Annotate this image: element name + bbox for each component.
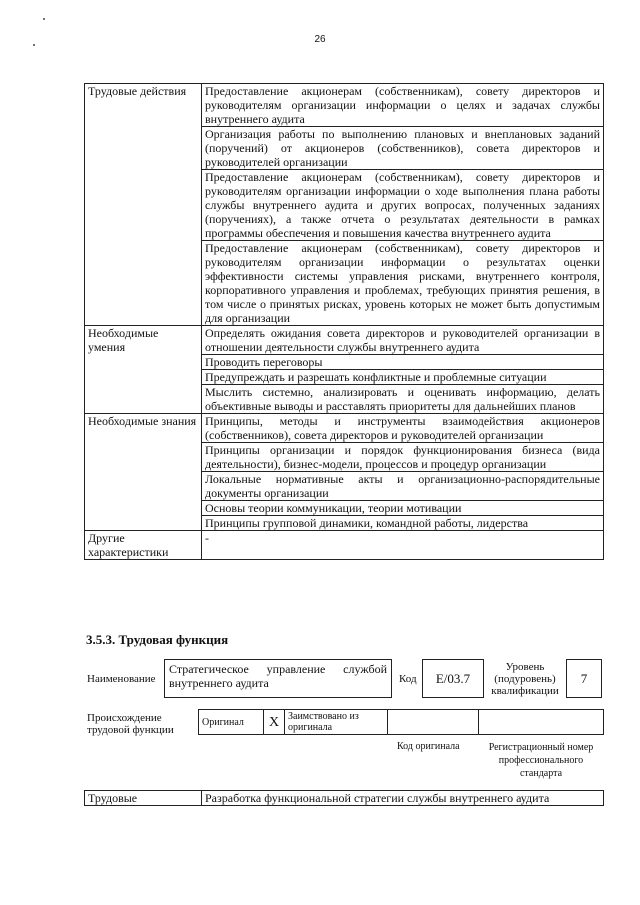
function-name-box [164,659,392,698]
original-label: Оригинал [202,716,244,728]
level-value: 7 [580,670,588,686]
reg-number-label: Регистрационный номер профессионального стандарта [488,742,594,779]
bottom-text: Разработка функциональной стратегии службы внутреннего аудита [205,791,550,805]
table-cell: Принципы организации и порядок функционирования бизнеса (вида деятельности), бизнес-модели, процессов и процедур организации [202,443,604,472]
table-cell: Предоставление акционерам (собственникам), совету директоров и руководителям организации информации о ходе выполнения плана работы службы внутреннего аудита и других вопросах, полученных заданиях (поручениях), а также отчета о результатах деятельности в рамках программы обеспечения и повышения качества внутреннего аудита [202,170,604,241]
section-title: 3.5.3. Трудовая функция [86,632,229,647]
borrowed-cell [285,710,388,735]
code-box [422,659,484,698]
code-label: Код [399,673,417,685]
row-label: Трудовые действия [85,84,202,326]
table-cell: Проводить переговоры [202,355,604,370]
origin-table [198,709,604,735]
table-cell: Основы теории коммуникации, теории мотивации [202,501,604,516]
original-cell [199,710,264,735]
name-label: Наименование [87,673,156,685]
table-cell: Организация работы по выполнению плановых и внеплановых заданий (поручений) от акционеров (собственников), совета директоров и руководителей организации [202,127,604,170]
scan-speck [43,18,45,20]
table-row [85,84,604,127]
table-cell: Предоставление акционерам (собственникам), совету директоров и руководителям организации информации о целях и задачах службы внутреннего аудита [202,84,604,127]
table-row [85,414,604,443]
page-number: 26 [314,34,326,45]
table-cell: - [202,531,604,560]
reg-number-cell [479,710,604,735]
level-box [566,659,602,698]
bottom-cell [202,791,604,806]
row-label: Другие характеристики [85,531,202,560]
competency-table [84,83,604,560]
level-label: Уровень (подуровень) квалификации [491,661,559,697]
original-mark-cell [264,710,285,735]
table-cell: Принципы, методы и инструменты взаимодействия акционеров (собственников), совета директоров и руководителей организации [202,414,604,443]
code-value: E/03.7 [435,670,471,686]
bottom-table [84,790,604,806]
table-cell: Мыслить системно, анализировать и оценивать информацию, делать объективные выводы и расставлять приоритеты для дальнейших планов [202,385,604,414]
code-original-cell [388,710,479,735]
row-label: Необходимые знания [85,414,202,531]
table-cell: Принципы групповой динамики, командной работы, лидерства [202,516,604,531]
code-original-label: Код оригинала [397,741,460,752]
table-cell: Предоставление акционерам (собственникам), совету директоров и руководителям организации информации о результатах оценки эффективности системы управления рисками, внутреннего контроля, корпоративного управления и проблемах, требующих принятия решения, в том числе о принятых рисках, уровень которых не может быть допустимым для организации [202,241,604,326]
bottom-label-cell [85,791,202,806]
table-row [85,326,604,355]
table-cell: Локальные нормативные акты и организационно-распорядительные документы организации [202,472,604,501]
function-name: Стратегическое управление службой внутреннего аудита [169,662,387,690]
table-row [85,531,604,560]
bottom-label: Трудовые [88,791,138,805]
table-cell: Предупреждать и разрешать конфликтные и проблемные ситуации [202,370,604,385]
table-cell: Определять ожидания совета директоров и руководителей организации в отношении деятельности службы внутреннего аудита [202,326,604,355]
origin-label: Происхождение трудовой функции [87,712,174,736]
original-mark: X [268,714,280,730]
borrowed-label: Заимствовано из оригинала [288,711,359,733]
row-label: Необходимые умения [85,326,202,414]
